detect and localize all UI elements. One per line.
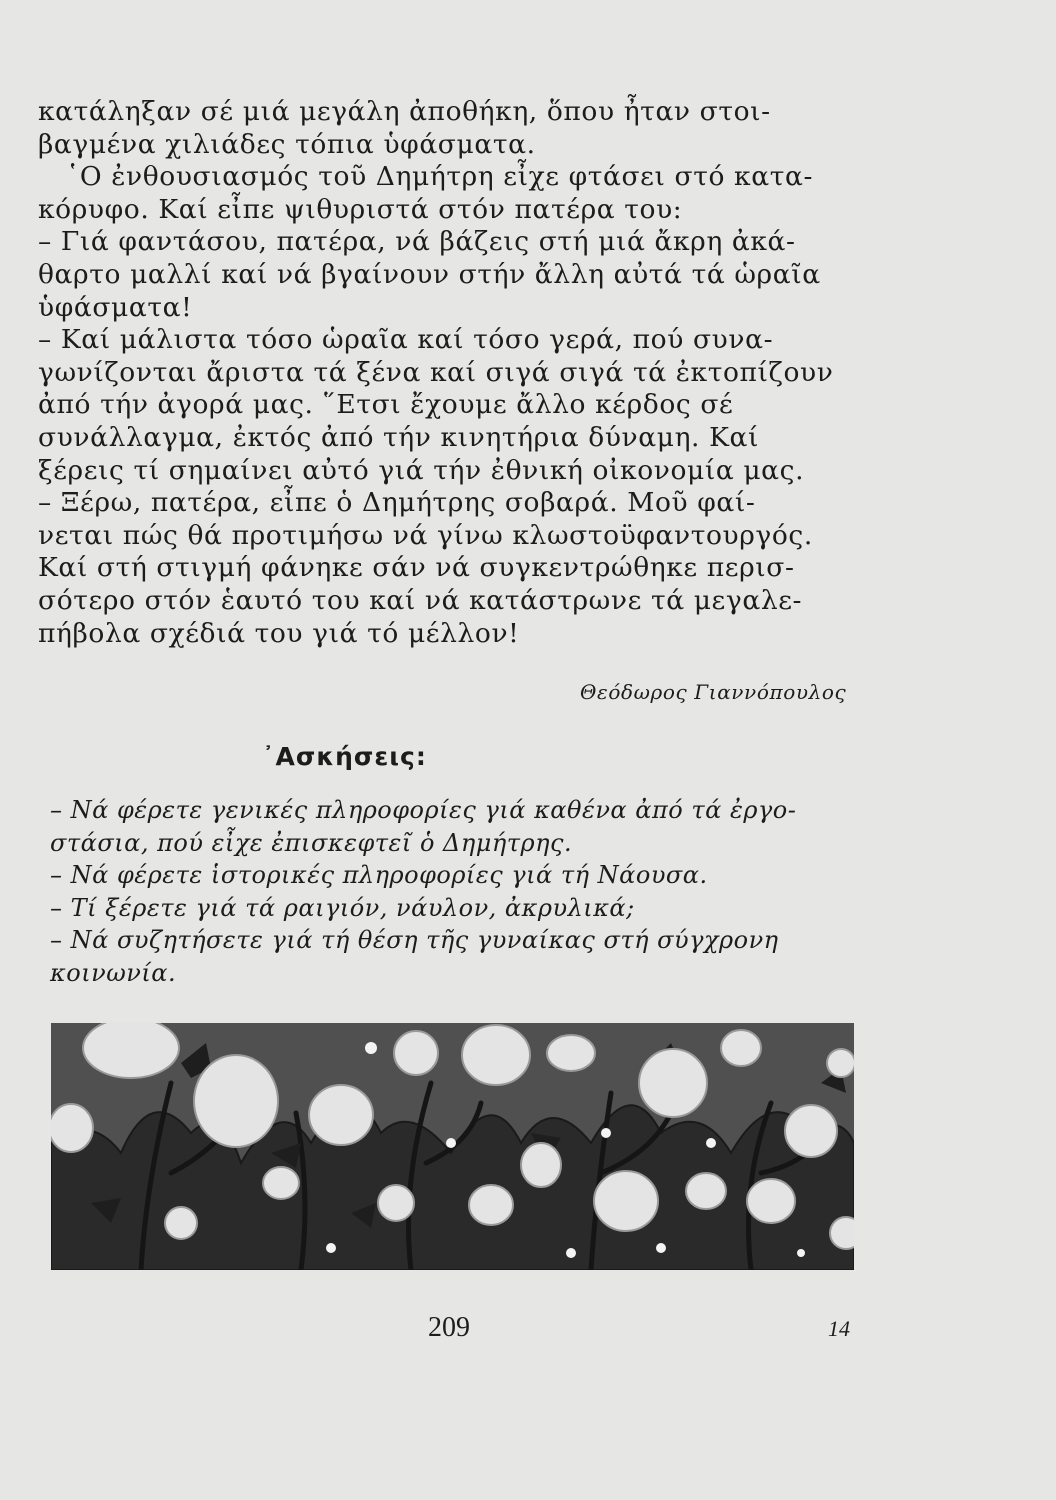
exercise-line: στάσια, πού εἶχε ἐπισκεφτεῖ ὁ Δημήτρης. — [50, 828, 573, 857]
text-line: θαρτο μαλλί καί νά βγαίνουν στήν ἄλλη αὐτά τά ὡραῖα — [38, 258, 821, 290]
exercise-line: – Νά φέρετε ἱστορικές πληροφορίες γιά τή Νάουσα. — [50, 861, 708, 889]
text-line: κατάληξαν σέ μιά μεγάλη ἀποθήκη, ὅπου ἦταν στοι- — [38, 96, 771, 127]
text-line: Καί στή στιγμή φάνηκε σάν νά συγκεντρώθηκε περισ- — [38, 552, 795, 584]
text-line: συνάλλαγμα, ἐκτός ἀπό τήν κινητήρια δύναμη. Καί — [38, 421, 759, 453]
text-line: ξέρεις τί σημαίνει αὐτό γιά τήν ἐθνική οἰκονομία μας. — [38, 454, 805, 486]
text-line: – Γιά φαντάσου, πατέρα, νά βάζεις στή μιά ἄκρη ἀκά- — [38, 226, 796, 258]
cotton-plants-illustration — [51, 1023, 854, 1270]
exercise-line: κοινωνία. — [50, 958, 177, 987]
story-text — [38, 96, 842, 650]
text-line: γωνίζονται ἄριστα τά ξένα καί σιγά σιγά τά ἐκτοπίζουν — [38, 356, 834, 388]
exercises-list — [50, 794, 850, 989]
text-line: ἀπό τήν ἀγορά μας. ῞Ετσι ἔχουμε ἄλλο κέρδος σέ — [38, 389, 734, 421]
text-line: σότερο στόν ἑαυτό του καί νά κατάστρωνε τά μεγαλε- — [38, 584, 803, 616]
text-line: νεται πώς θά προτιμήσω νά γίνω κλωστοϋφαντουργός. — [38, 519, 813, 551]
text-line: ὑφάσματα! — [38, 291, 193, 323]
exercises-heading: ᾿Ασκήσεις: — [262, 742, 427, 771]
text-line: πήβολα σχέδιά του γιά τό μέλλον! — [38, 617, 520, 649]
text-line: βαγμένα χιλιάδες τόπια ὑφάσματα. — [38, 128, 536, 160]
page-number: 209 — [428, 1312, 470, 1343]
text-line: ῾Ο ἐνθουσιασμός τοῦ Δημήτρη εἶχε φτάσει στό κατα- — [66, 161, 814, 193]
exercise-line: – Νά φέρετε γενικές πληροφορίες γιά καθένα ἀπό τά ἐργο- — [50, 796, 797, 824]
text-line: – Καί μάλιστα τόσο ὡραῖα καί τόσο γερά, πού συνα- — [38, 324, 774, 356]
exercise-line: – Νά συζητήσετε γιά τή θέση τῆς γυναίκας στή σύγχρονη — [50, 926, 779, 954]
author-signature: Θεόδωρος Γιαννόπουλος — [580, 680, 847, 704]
exercise-line: – Τί ξέρετε γιά τά ραιγιόν, νάυλον, ἀκρυλικά; — [50, 893, 635, 922]
text-line: κόρυφο. Καί εἶπε ψιθυριστά στόν πατέρα του: — [38, 193, 683, 225]
text-line: – Ξέρω, πατέρα, εἶπε ὁ Δημήτρης σοβαρά. Μοῦ φαί- — [38, 487, 756, 519]
signature-number: 14 — [828, 1316, 850, 1341]
